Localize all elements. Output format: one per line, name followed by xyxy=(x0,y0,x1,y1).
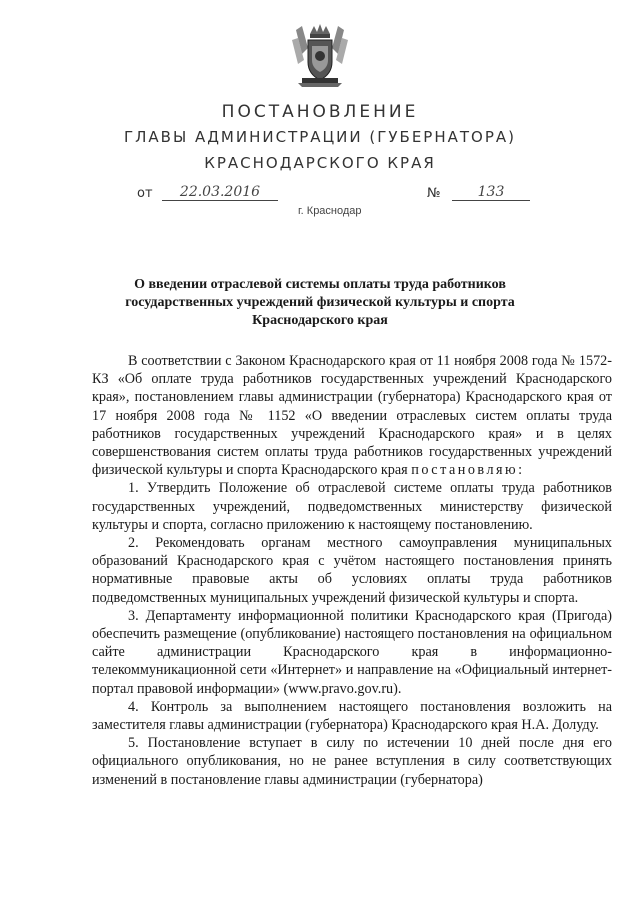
decree-word: постановляю: xyxy=(411,462,525,479)
date-label: от xyxy=(137,186,153,201)
document-body xyxy=(92,352,612,789)
date-number-line xyxy=(0,184,640,206)
paragraph-4: 4. Контроль за выполнением настоящего постановления возложить на заместителя главы администрации (губернатора) Краснодарского края Н.А. Долуду. xyxy=(92,698,612,734)
region-title: КРАСНОДАРСКОГО КРАЯ xyxy=(204,154,436,172)
document-title: О введении отраслевой системы оплаты труда работников государственных учреждений физической культуры и спорта Краснодарского края xyxy=(125,277,515,328)
preamble-paragraph xyxy=(92,352,612,479)
paragraph-3: 3. Департаменту информационной политики Краснодарского края (Пригода) обеспечить размещение (опубликование) настоящего постановления на официальном сайте администрации Краснодарского края в информационно-телекоммуникационной сети «Интернет» и направление на «Официальный интернет-портал правовой информации» (www.pravo.gov.ru). xyxy=(92,607,612,697)
document-number: 133 xyxy=(452,184,530,201)
paragraph-1: 1. Утвердить Положение об отраслевой системе оплаты труда работников государственных учреждений, подведомственных министерству физической культуры и спорта, согласно приложению к настоящему постановлению. xyxy=(92,480,612,533)
issuer-title: ГЛАВЫ АДМИНИСТРАЦИИ (ГУБЕРНАТОРА) xyxy=(123,128,517,146)
preamble-text: В соответствии с Законом Краснодарского края от 11 ноября 2008 года № 1572-КЗ «Об оплате труда работников государственных учреждений Краснодарского края», постановлением главы администрации (губернатора) Краснодарского края от 17 ноября 2008 года № 1152 «О введении отраслевых систем оплаты труда работников государственных учреждений Краснодарского края» и в целях совершенствования систем оплаты труда работников государственных учреждений физической культуры и спорта Краснодарского края xyxy=(92,353,612,479)
coat-of-arms-icon xyxy=(288,20,352,88)
number-label: № xyxy=(427,186,441,201)
paragraph-2: 2. Рекомендовать органам местного самоуправления муниципальных образований Краснодарского края с учётом настоящего постановления принять нормативные правовые акты об условиях оплаты труда работников подведомственных муниципальных учреждений физической культуры и спорта. xyxy=(92,535,612,606)
document-date: 22.03.2016 xyxy=(162,184,278,201)
city-name: г. Краснодар xyxy=(298,205,362,217)
document-type-title: ПОСТАНОВЛЕНИЕ xyxy=(221,102,419,122)
paragraph-5: 5. Постановление вступает в силу по истечении 10 дней после дня его официального опубликования, но не ранее вступления в силу соответствующих изменений в постановление главы администрации (губернатора) xyxy=(92,735,612,788)
